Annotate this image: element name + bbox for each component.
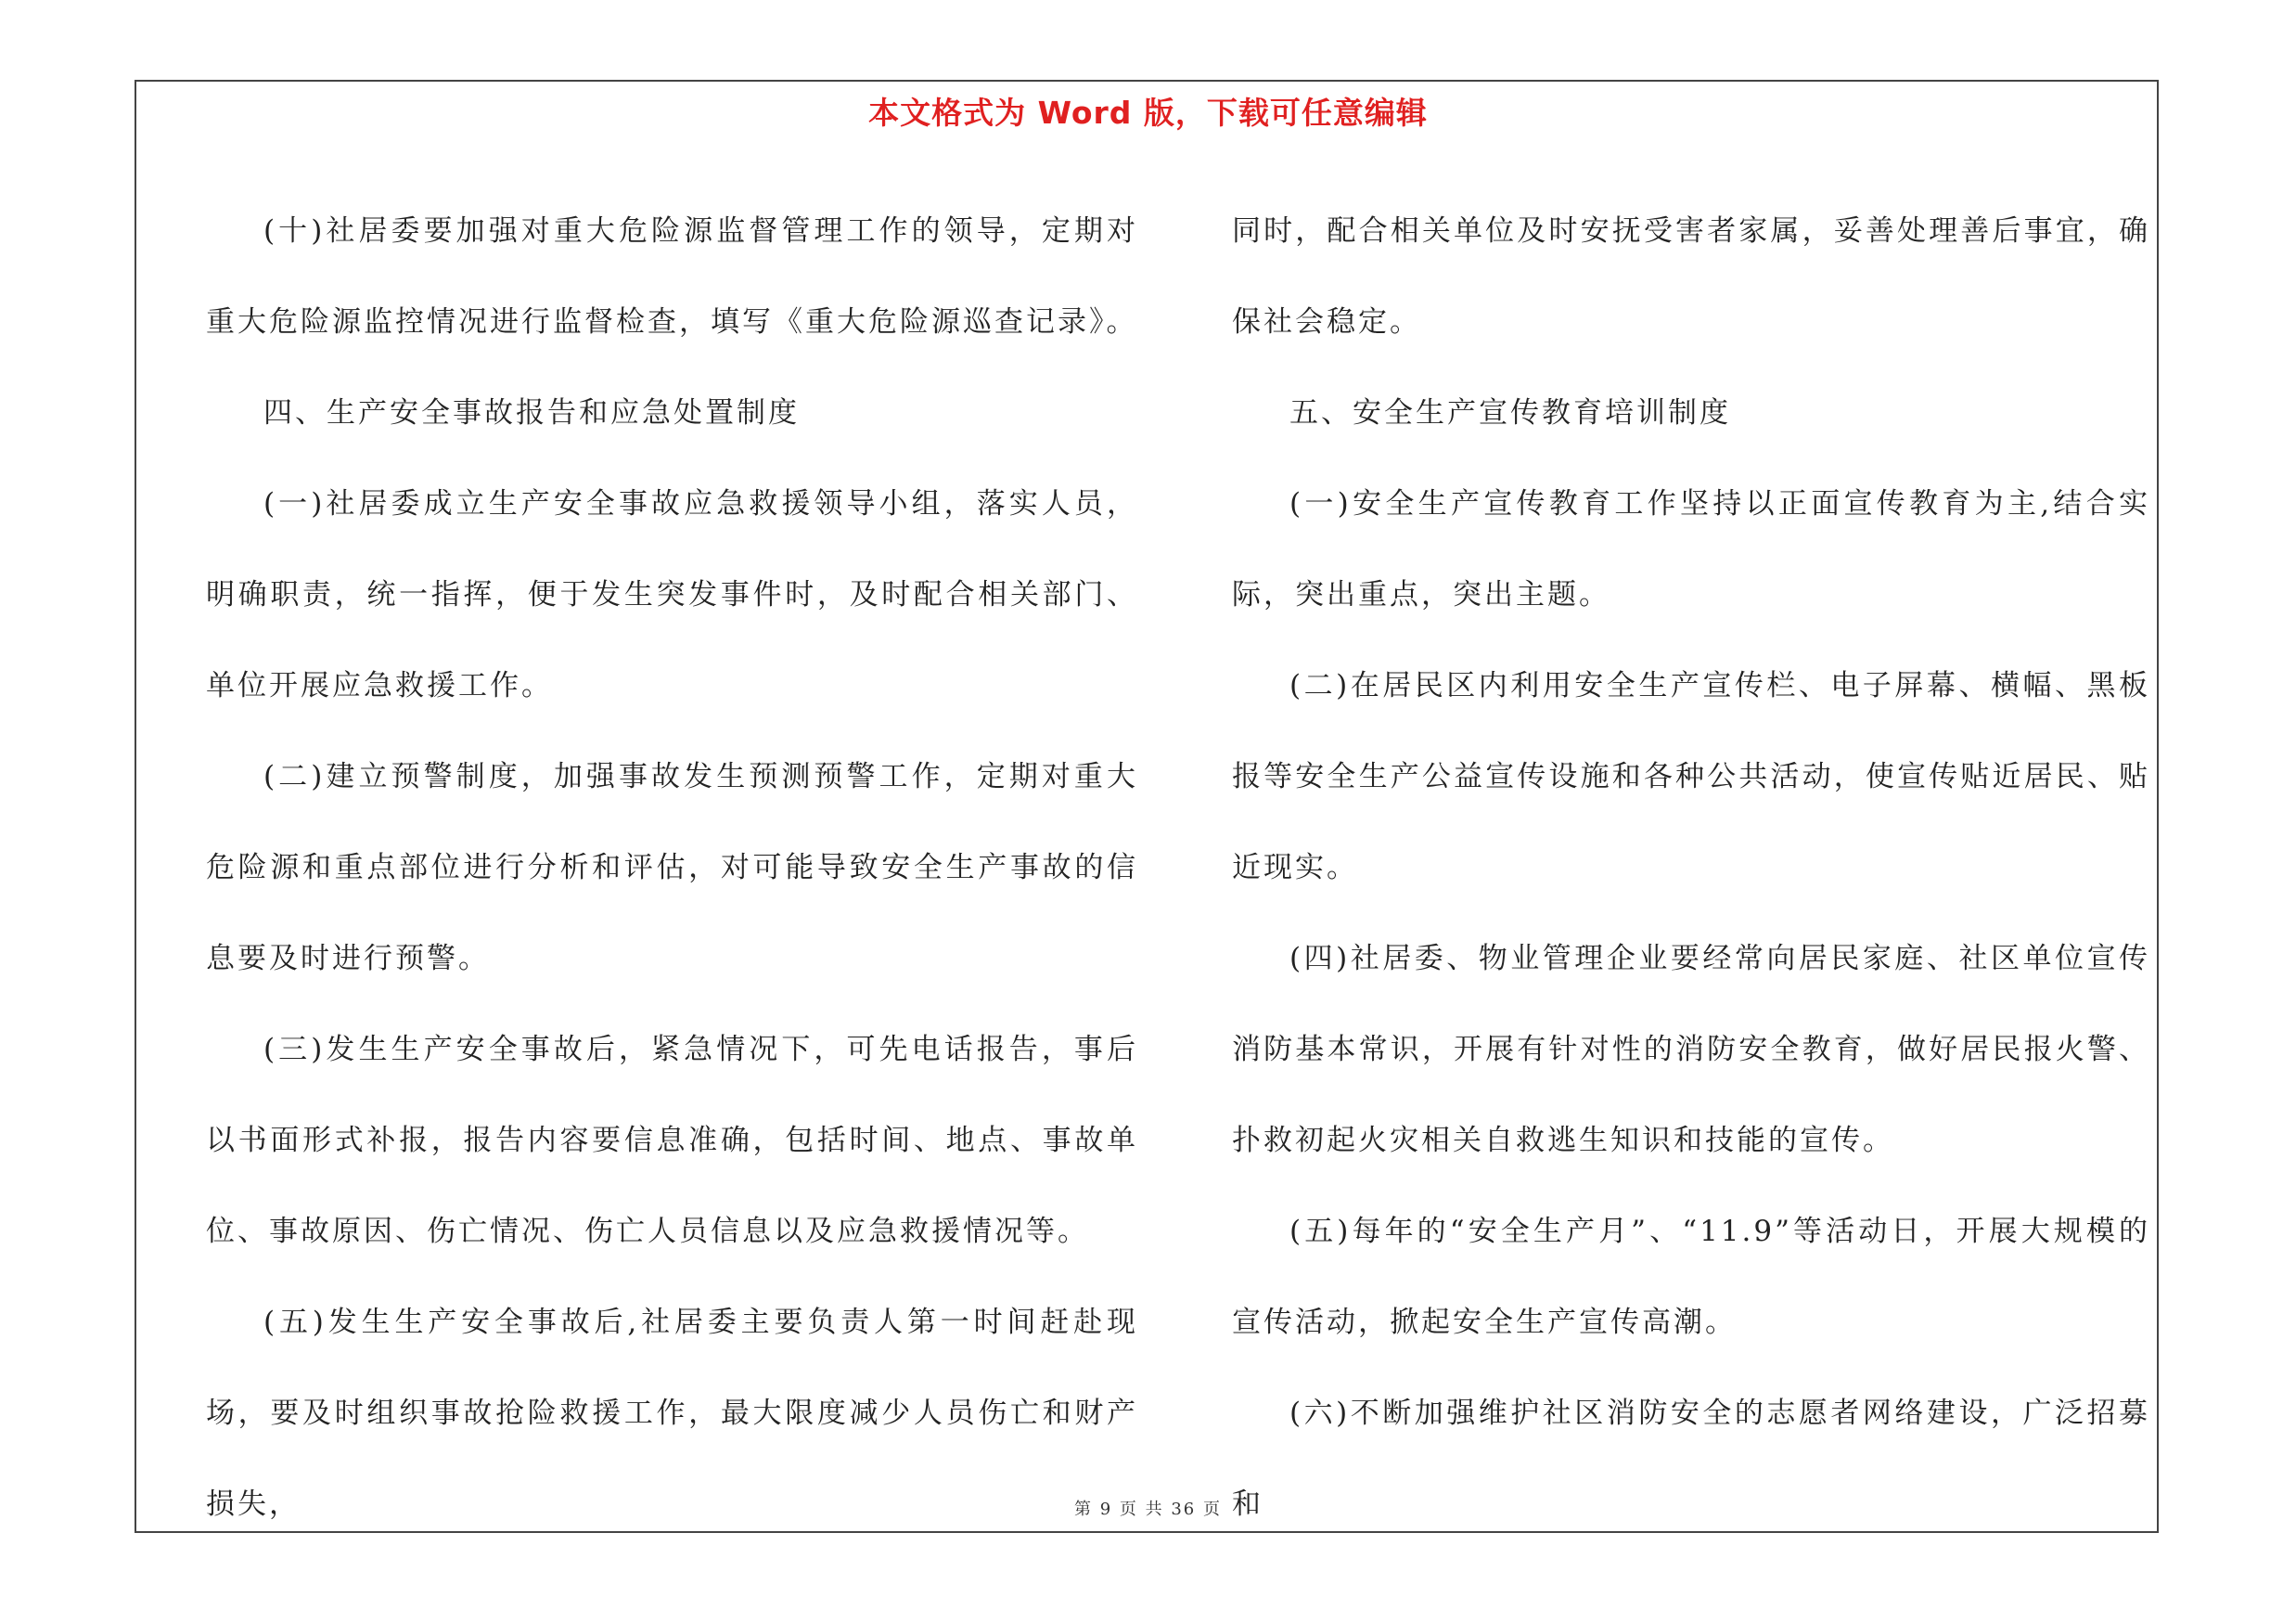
paragraph: (一)安全生产宣传教育工作坚持以正面宣传教育为主,结合实际，突出重点，突出主题。: [1232, 487, 2150, 612]
paragraph-continuation: 同时，配合相关单位及时安抚受害者家属，妥善处理善后事宜，确保社会稳定。: [1232, 214, 2150, 339]
section-heading: 五、安全生产宣传教育培训制度: [1289, 396, 1731, 430]
word-format-banner: 本文格式为 Word 版，下载可任意编辑: [868, 95, 1428, 131]
paragraph: (二)在居民区内利用安全生产宣传栏、电子屏幕、横幅、黑板报等安全生产公益宣传设施和各种公共活动，使宣传贴近居民、贴近现实。: [1232, 669, 2150, 884]
paragraph: (五)发生生产安全事故后,社居委主要负责人第一时间赶赴现场，要及时组织事故抢险救援工作，最大限度减少人员伤亡和财产损失，: [206, 1306, 1138, 1521]
section-heading: 四、生产安全事故报告和应急处置制度: [263, 396, 800, 430]
paragraph: (十)社居委要加强对重大危险源监督管理工作的领导，定期对重大危险源监控情况进行监督检查，填写《重大危险源巡查记录》。: [206, 214, 1138, 339]
right-column: [1232, 186, 2150, 1550]
left-column: [206, 186, 1138, 1550]
paragraph: (三)发生生产安全事故后，紧急情况下，可先电话报告，事后以书面形式补报，报告内容要信息准确，包括时间、地点、事故单位、事故原因、伤亡情况、伤亡人员信息以及应急救援情况等。: [206, 1033, 1138, 1248]
page-number-footer: 第 9 页 共 36 页: [1074, 1500, 1222, 1519]
paragraph: (二)建立预警制度，加强事故发生预测预警工作，定期对重大危险源和重点部位进行分析和评估，对可能导致安全生产事故的信息要及时进行预警。: [206, 760, 1138, 975]
paragraph: (一)社居委成立生产安全事故应急救援领导小组，落实人员，明确职责，统一指挥，便于发生突发事件时，及时配合相关部门、单位开展应急救援工作。: [206, 487, 1138, 702]
paragraph: (五)每年的“安全生产月”、“11.9”等活动日，开展大规模的宣传活动，掀起安全生产宣传高潮。: [1232, 1215, 2150, 1339]
paragraph: (四)社居委、物业管理企业要经常向居民家庭、社区单位宣传消防基本常识，开展有针对性的消防安全教育，做好居民报火警、扑救初起火灾相关自救逃生知识和技能的宣传。: [1232, 942, 2150, 1157]
paragraph: (六)不断加强维护社区消防安全的志愿者网络建设，广泛招募和: [1232, 1397, 2150, 1521]
